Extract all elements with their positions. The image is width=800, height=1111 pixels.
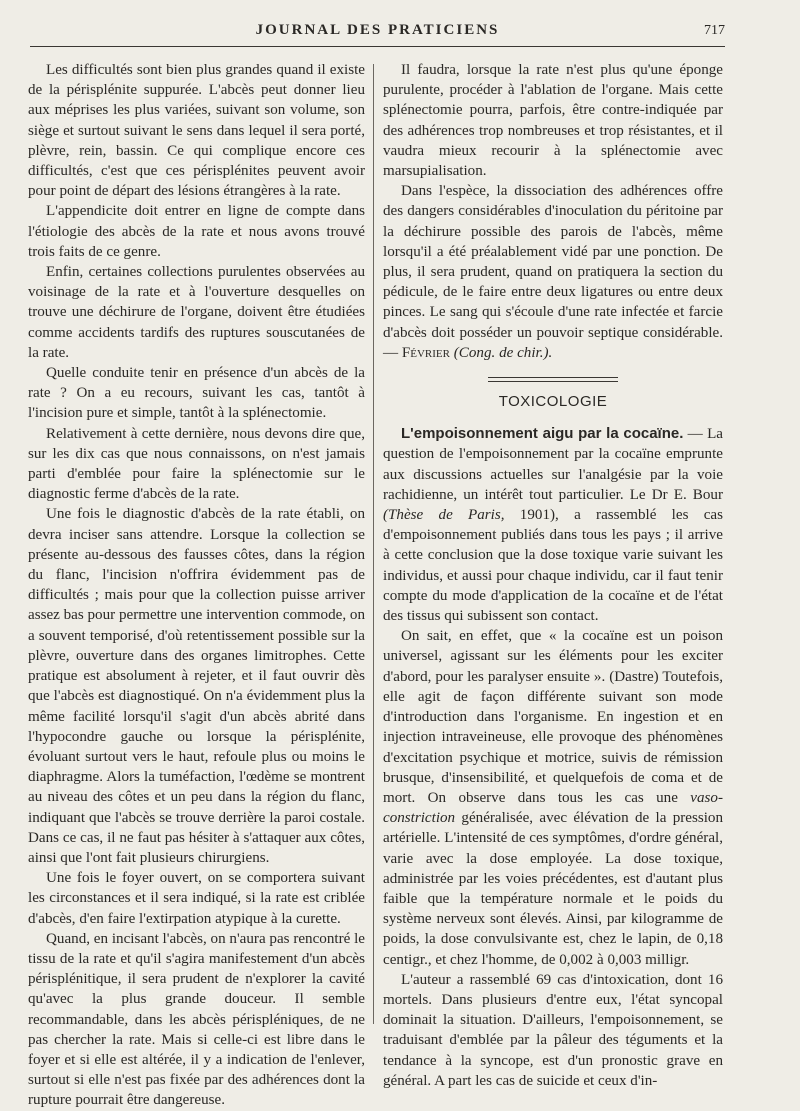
paragraph: Une fois le foyer ouvert, on se comportera suivant les circonstances et il sera indiqué, si la rate est criblée d'abcès, d'en faire l'extirpation atypique à la curette. [28, 870, 365, 927]
paragraph: Relativement à cette dernière, nous devons dire que, sur les dix cas que nous connaissons, on n'est jamais parti d'emblée pour faire la splénectomie sur le diagnostic ferme d'abcès de la rate. [28, 425, 365, 503]
paragraph: Quelle conduite tenir en présence d'un abcès de la rate ? On a eu recours, suivant les cas, tantôt à l'incision pure et simple, tantôt à la splénectomie. [28, 365, 365, 422]
citation-source: (Cong. de chir.). [453, 344, 553, 361]
column-divider [373, 64, 374, 1024]
paragraph: Enfin, certaines collections purulentes observées au voisinage de la rate et à l'ouverture desquelles on trouve une déchirure de l'organe, doivent être étudiées comme accidents tardifs des ruptures souscutanées de la rate. [28, 264, 365, 361]
article-title: L'empoisonnement aigu par la cocaïne. [401, 425, 684, 443]
thesis-year: 1901), [504, 507, 575, 524]
section-divider [488, 377, 618, 382]
paragraph-text: On sait, en effet, que « la cocaïne est un poison universel, agissant sur les éléments pour les exciter d'abord, pour les paralyser ensuite ». (Dastre) Toutefois, elle agit de façon différente suivant son mode d'introduction dans l'organisme. En ingestion et en injection intraveineuse, elle provoque des phénomènes d'excitation psychique et motrice, suivis de rémission brusque, d'insensibilité, et quelquefois de coma et de mort. On observe dans tous les cas une [383, 628, 723, 806]
emphasized-term: vaso-constriction [383, 789, 723, 827]
paragraph: L'auteur a rassemblé 69 cas d'intoxication, dont 16 mortels. Dans plusieurs d'entre eux, l'état syncopal dominait la situation. D'ailleurs, l'empoisonnement, se traduisant d'emblée par la pâleur des téguments et la tendance à la syncope, est d'un pronostic grave en général. A part les cas de suicide et ceux d'in- [383, 971, 723, 1089]
paragraph-text: généralisée, avec élévation de la pression artérielle. L'intensité de ces symptômes, d'ordre général, varie avec la dose employée. La dose toxique, administrée par les voies précédentes, est d'autant plus faible que la température normale et le poids du système nerveux sont élevés. Ainsi, par kilogramme de poids, la dose convulsivante est, chez le lapin, de 0,18 centigr., et chez l'homme, de 0,002 à 0,003 milligr. [383, 810, 723, 968]
article-intro [383, 424, 723, 626]
article-intro-rest: a rassemblé les cas d'empoisonnement publiés dans tous les pays ; il arrive à cette conclusion que la dose toxique varie suivant les individus, et aussi pour chaque individu, car il faut tenir compte du mode d'application de la cocaïne et de l'état des tissus qui subissent son contact. [383, 507, 723, 625]
paragraph: Les difficultés sont bien plus grandes quand il existe de la périsplénite suppurée. L'abcès peut donner lieu aux méprises les plus variées, suivant son volume, son siège et surtout suivant le sens dans lequel il sera porté, plèvre, rein, bassin. Ce qui complique encore ces difficultés, c'est que ces périsplénites peuvent avoir pour point de départ des lésions étrangères à la rate. [28, 62, 365, 200]
paragraph: Il faudra, lorsque la rate n'est plus qu'une éponge purulente, procéder à l'ablation de l'organe. Mais cette splénectomie pourra, parfois, être contre-indiquée par des adhérences trop nombreuses et trop résistantes, et il vaudra mieux recourir à la splénectomie avec marsupialisation. [383, 62, 723, 180]
journal-title: JOURNAL DES PRATICIENS [255, 22, 500, 38]
thesis-reference: (Thèse de Paris, [383, 507, 505, 524]
left-column [28, 60, 365, 1109]
citation-author: Février [401, 344, 450, 361]
section-title: TOXICOLOGIE [498, 393, 608, 411]
paragraph-text: Dans l'espèce, la dissociation des adhérences offre des dangers considérables d'inoculation du péritoine par la déchirure possible des parois de l'abcès, même lorsqu'il a été préalablement vidé par une ponction. De plus, il sera prudent, quand on pratiquera la section du pédicule, de le faire entre deux ligatures ou entre deux pinces. Le sang qui s'écoule d'une rate infectée et farcie d'abcès doit posséder un pouvoir septique considérable. — [383, 183, 723, 361]
page-header [30, 20, 725, 47]
page-number: 717 [704, 23, 725, 38]
paragraph: Une fois le diagnostic d'abcès de la rate établi, on devra inciser sans attendre. Lorsque la collection se présente au-dessous des fausses côtes, dans la région du flanc, l'incision n'offrira évidemment pas de difficultés ; mais pour que la collection puisse arriver assez bas pour permettre une intervention commode, on a souvent temporisé, d'où retentissement possible sur la plèvre, ouverture dans des organes limitrophes. Cette pratique est absolument à rejeter, et il faut ouvrir dès que l'abcès est diagnostiqué. On n'a évidemment plus la même facilité lorsqu'il s'agit d'un abcès abrité dans l'hypocondre gauche ou lorsque la périsplénite, évoluant surtout vers le haut, refoule plus ou moins le diaphragme. Alors la tuméfaction, l'œdème se montrent au niveau des côtes et un peu dans la région du flanc, indiquant que l'abcès se trouve derrière la paroi costale. Dans ce cas, il ne faut pas hésiter à s'attaquer aux côtes, ainsi que l'ont fait plusieurs chirurgiens. [28, 506, 365, 866]
paragraph: L'appendicite doit entrer en ligne de compte dans l'étiologie des abcès de la rate et nous avons trouvé trois faits de ce genre. [28, 203, 365, 260]
article-intro-lead: — La question de l'empoisonnement par la cocaïne emprunte aux discussions actuelles sur l'analgésie par la voie rachidienne, un intérêt tout particulier. Le Dr E. Bour [383, 426, 723, 503]
paragraph-with-citation [383, 181, 723, 363]
paragraph [383, 626, 723, 969]
right-column [383, 60, 723, 1089]
paragraph: Quand, en incisant l'abcès, on n'aura pas rencontré le tissu de la rate et qu'il s'agira manifestement d'un abcès périsplénitique, il sera prudent de n'explorer la cavité qu'avec la plus grande douceur. Il semble recommandable, dans les abcès périspléniques, de ne pas chercher la rate. Mais si celle-ci est libre dans le foyer et si elle est altérée, il y a indication de l'enlever, surtout si elle n'est pas fixée par des adhérences dont la rupture pourrait être dangereuse. [28, 930, 365, 1109]
